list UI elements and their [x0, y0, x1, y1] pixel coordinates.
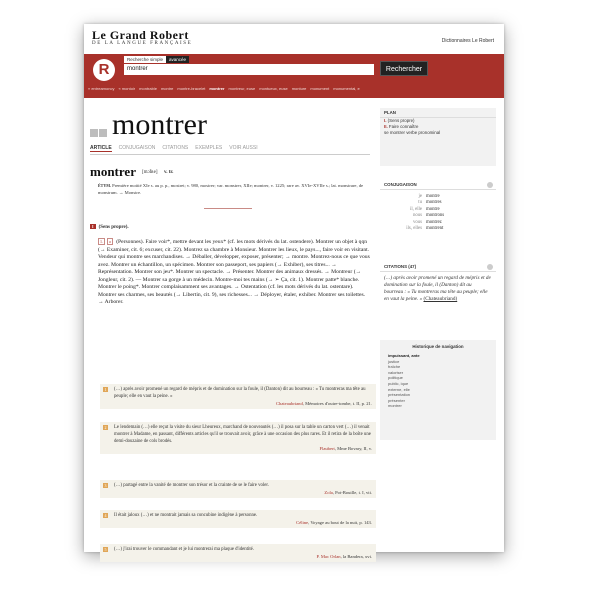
neighbor-word-link[interactable]: montrer: [209, 86, 225, 91]
citation-number[interactable]: 4: [104, 513, 107, 518]
citation-block: [100, 544, 376, 562]
search-input[interactable]: montrer: [124, 64, 374, 75]
citation-block: [100, 384, 376, 409]
history-list: [380, 351, 496, 411]
history-item[interactable]: impuissant, ante: [388, 353, 420, 358]
neighbor-word-link[interactable]: montrable: [139, 86, 157, 91]
neighbor-word-link[interactable]: monument: [310, 86, 330, 91]
site-logo[interactable]: Le Grand Robert: [92, 28, 189, 42]
tab-exemples[interactable]: EXEMPLES: [195, 145, 223, 151]
conjugation-box: [380, 180, 496, 254]
neighbor-word-link[interactable]: montueux, euse: [259, 86, 288, 91]
search-mode-tabs: [124, 56, 189, 63]
history-item[interactable]: justice: [388, 358, 400, 364]
conjugation-form: montrez: [426, 219, 442, 225]
grammatical-category: v. tr.: [164, 170, 174, 175]
citation-block: [100, 480, 376, 498]
conjugation-form: montre: [426, 194, 440, 199]
neighbor-word-link[interactable]: monumental, e: [333, 86, 360, 91]
info-icon[interactable]: [487, 264, 493, 270]
tab-citations[interactable]: CITATIONS: [162, 145, 189, 151]
citations-box: [380, 262, 496, 334]
pronunciation: [mɔ̃tʀe]: [142, 170, 158, 175]
conjugation-form: montrons: [426, 213, 445, 219]
neighbor-word-link[interactable]: « entreamoncy: [88, 86, 115, 91]
publisher-link[interactable]: Dictionnaires Le Robert: [441, 38, 494, 44]
tab-simple-search[interactable]: Recherche simple: [124, 56, 166, 63]
citation-work: , Voyage au bout de la nuit, p. 143.: [308, 520, 372, 525]
entry-tools: [90, 124, 108, 142]
citation-preview-author[interactable]: (Chateaubriand): [423, 296, 458, 302]
citation-source: [114, 489, 372, 496]
tab-article[interactable]: ARTICLE: [90, 145, 112, 151]
citation-number[interactable]: 2: [104, 425, 107, 430]
citation-number[interactable]: 1: [104, 387, 107, 392]
citation-number[interactable]: 5: [104, 547, 107, 552]
citation-author[interactable]: Chateaubriand: [275, 401, 303, 406]
etym-text: Première moitié XIe s. au p. p., mostret; v. 980, mostrer; var. monstrer, XIIe; montrer, v. 1225; rare av. XVIe-XVIIe s.; lat. monstrare, de monstrum. → Monstre.: [98, 183, 364, 195]
citation-text: (…) j'irai trouver le commandant et je lui montrerai ma plaque d'identité.: [114, 547, 254, 552]
plan-items: [380, 118, 496, 136]
citation-source: [114, 445, 372, 452]
citation-preview: [380, 272, 496, 306]
plan-box: [380, 108, 496, 166]
audio-icon[interactable]: [90, 129, 98, 137]
neighbor-word-link[interactable]: montre-bracelet: [177, 86, 206, 91]
print-icon[interactable]: [99, 129, 107, 137]
citation-text: (…) partagé entre la vanité de montrer son trésor et la crainte de se le faire voler.: [114, 483, 269, 488]
citation-source: [114, 553, 372, 560]
history-box: [380, 340, 496, 440]
definition: [98, 238, 370, 307]
citation-author[interactable]: P. Mac Orlan: [316, 554, 341, 559]
citation-number[interactable]: 3: [104, 483, 107, 488]
neighbor-words-bar: [88, 84, 502, 94]
sense-number: I: [92, 224, 94, 229]
neighbor-word-link[interactable]: montreur, euse: [228, 86, 256, 91]
conjugation-form: montres: [426, 200, 442, 206]
entry-title: montrer: [112, 108, 207, 141]
site-logo-subtitle: DE LA LANGUE FRANÇAISE: [92, 41, 193, 46]
etym-label: ÉTYM.: [98, 183, 111, 188]
search-button[interactable]: Rechercher: [380, 61, 428, 76]
tab-voir-aussi[interactable]: VOIR AUSSI: [229, 145, 258, 151]
conjugation-pronoun: vous: [412, 219, 422, 225]
def-letter-badge[interactable]: a: [109, 239, 111, 244]
conjugation-pronoun: il, elle: [410, 206, 422, 212]
etymology: [98, 182, 368, 196]
conjugation-form: montrent: [426, 226, 444, 232]
citation-block: [100, 510, 376, 528]
plan-item-label: se montrer verbe pronominal: [384, 130, 441, 135]
tabs-divider: [90, 154, 370, 155]
robert-r-icon: R: [93, 59, 115, 81]
citation-source: [114, 400, 372, 407]
sense-heading: [90, 224, 129, 230]
history-item[interactable]: fraîche: [388, 364, 401, 370]
tab-advanced-search[interactable]: avancée: [166, 56, 189, 63]
plan-item-label: (Sens propre): [387, 118, 415, 123]
citation-text: Le lendemain (…) elle reçut la visite du sieur Lheureux, marchand de nouveautés (…) il posa sur la table un carton vert (…) il venait montrer à Madame, en passant, différents articles qu'il se trouvait avoir, grâce à une occasion des plus rares. Et il retira de la boîte une demi-douzaine de cols brodés.: [114, 425, 371, 444]
citation-preview-text: (…) après avoir promené un regard de mépris et de domination sur la foule, il (Danton) dit au bourreau : « Tu montreras ma tête au peuple; elle en vaut la peine. »: [384, 275, 491, 302]
plan-item-label: Faire connaître: [388, 124, 419, 129]
citation-work: , la Bandera, xvi.: [340, 554, 372, 559]
plan-item[interactable]: [380, 130, 496, 136]
citation-source: [114, 519, 372, 526]
lemma: montrer: [90, 164, 136, 179]
citation-author[interactable]: Flaubert: [319, 446, 335, 451]
entry-tabs: [90, 145, 265, 151]
sense-label: (Sens propre).: [98, 225, 129, 230]
tab-conjugaison[interactable]: CONJUGAISON: [118, 145, 156, 151]
conjugation-table: [380, 190, 496, 232]
conjugation-pronoun: tu: [418, 200, 422, 206]
history-item[interactable]: valoriser: [388, 369, 404, 375]
neighbor-word-link[interactable]: « montoir: [118, 86, 136, 91]
history-item[interactable]: public, ique: [388, 380, 409, 386]
history-item[interactable]: présenter: [388, 397, 405, 403]
history-item[interactable]: externe, elle: [388, 386, 410, 392]
citation-text: Il était jaloux (…) et ne montrait jamais sa concubine indigène à personne.: [114, 513, 258, 518]
neighbor-word-link[interactable]: montre: [160, 86, 174, 91]
info-icon[interactable]: [487, 182, 493, 188]
citation-work: , Mme Bovary, II, v.: [334, 446, 372, 451]
site-header: [84, 24, 504, 52]
plan-title: PLAN: [380, 108, 496, 118]
citation-author[interactable]: Zola: [324, 490, 333, 495]
conjugation-pronoun: ils, elles: [406, 226, 422, 232]
section-separator: [204, 208, 252, 209]
citations-box-title: CITATIONS (47): [380, 262, 496, 272]
citation-block: [100, 422, 376, 454]
dictionary-page: [84, 24, 504, 559]
conjugation-row: [384, 226, 492, 232]
conjugation-pronoun: nous: [412, 213, 422, 219]
neighbor-word-link[interactable]: monture: [291, 86, 307, 91]
history-title: Historique de navigation: [412, 344, 464, 349]
history-item[interactable]: politique: [388, 375, 403, 381]
conjugation-form: montre: [426, 206, 440, 212]
citation-work: , Pot-Bouille, t. I, vii.: [332, 490, 372, 495]
history-item[interactable]: montrer: [388, 403, 402, 409]
history-item[interactable]: présentation: [388, 392, 411, 398]
plan-item-number: I.: [384, 118, 388, 123]
conjugation-pronoun: je: [418, 194, 422, 199]
definition-text: (Personnes). Faire voir*, mettre devant les yeux* (cf. les mots dérivés du lat. ostendere). Montrer un objet à qqn (→ Examiner, cit. 6; excuser, cit. 22). Montrez sa chambre à Monsieur. Montrer les lieux, le pays..., faire voir en visitant. Vendeur qui montre ses marchandises. → Déballer, développer, exposer, présenter; → montre. Montrez-nous ce que vous avez. Montrer un échantillon, un spécimen. Montrer son passeport, ses papiers (→ Exhiber), ses titres... → Représentation. Montrer son jeu*. Montrer un spectacle. → Présenter. Montrer des animaux dressés. → Montreur (→ Jongleur, cit. 2). — Montrer sa gorge à un médecin. Montre-moi tes mains (→ ➢ Ça, cit. 1). Montrer patte* blanche. Montrer le poing*. Montrer complaisamment ses avantages. → Ostentation (cf. les mots dérivés du lat. ostentare). Montrer ses charmes, ses beautés (→ Libertin, cit. 9), ses richesses... → Déployer, étaler, exhiber. Montrer ses toilettes. → Arborer.: [98, 239, 370, 305]
citation-author[interactable]: Céline: [296, 520, 309, 525]
citation-text: (…) après avoir promené un regard de mépris et de domination sur la foule, il (Danton) dit au bourreau : « Tu montreras ma tête au peuple; elle en vaut la peine. »: [114, 387, 366, 399]
citation-work: , Mémoires d'outre-tombe, t. II, p. 21.: [302, 401, 372, 406]
plan-item-number: II.: [384, 124, 389, 129]
conjugation-title: CONJUGAISON: [380, 180, 496, 190]
def-number-badge[interactable]: 1.: [100, 239, 103, 244]
